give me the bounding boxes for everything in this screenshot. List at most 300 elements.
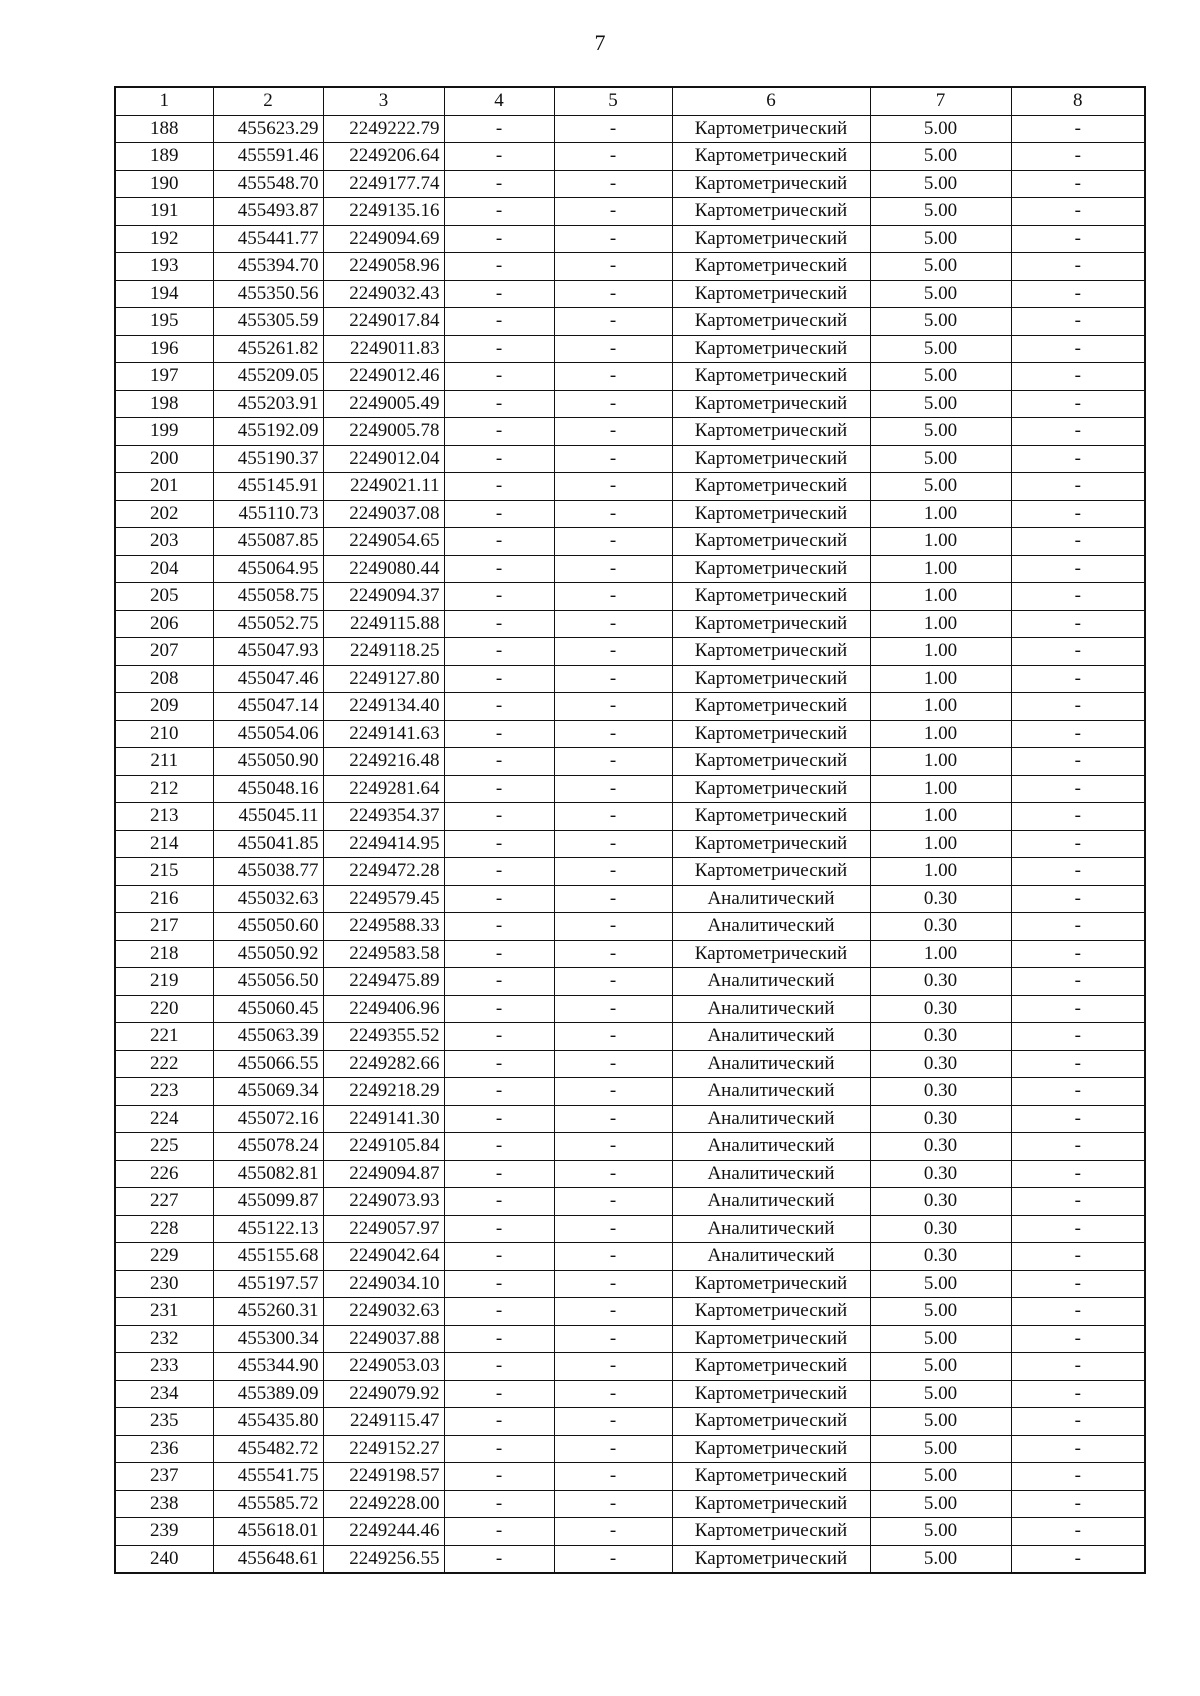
col-4-value-cell: - (444, 418, 554, 446)
x-coordinate-cell: 455192.09 (213, 418, 323, 446)
col-4-value-cell: - (444, 1243, 554, 1271)
method-cell: Картометрический (672, 555, 870, 583)
col-4-value-cell: - (444, 170, 554, 198)
point-number-cell: 211 (115, 748, 213, 776)
method-cell: Картометрический (672, 143, 870, 171)
method-cell: Картометрический (672, 720, 870, 748)
y-coordinate-cell: 2249475.89 (323, 968, 444, 996)
col-4-value-cell: - (444, 1545, 554, 1573)
col-8-value-cell: - (1011, 115, 1145, 143)
x-coordinate-cell: 455058.75 (213, 583, 323, 611)
col-4-value-cell: - (444, 1050, 554, 1078)
x-coordinate-cell: 455648.61 (213, 1545, 323, 1573)
table-row (115, 1545, 1145, 1573)
accuracy-cell: 5.00 (870, 1270, 1011, 1298)
col-4-value-cell: - (444, 1490, 554, 1518)
accuracy-cell: 1.00 (870, 500, 1011, 528)
accuracy-cell: 5.00 (870, 198, 1011, 226)
point-number-cell: 236 (115, 1435, 213, 1463)
col-4-value-cell: - (444, 1188, 554, 1216)
col-4-value-cell: - (444, 473, 554, 501)
accuracy-cell: 0.30 (870, 1215, 1011, 1243)
col-4-value-cell: - (444, 638, 554, 666)
col-8-value-cell: - (1011, 1160, 1145, 1188)
method-cell: Картометрический (672, 858, 870, 886)
col-5-value-cell: - (554, 1490, 672, 1518)
accuracy-cell: 5.00 (870, 445, 1011, 473)
accuracy-cell: 5.00 (870, 473, 1011, 501)
col-8-value-cell: - (1011, 1435, 1145, 1463)
x-coordinate-cell: 455047.14 (213, 693, 323, 721)
x-coordinate-cell: 455591.46 (213, 143, 323, 171)
col-5-value-cell: - (554, 1463, 672, 1491)
col-8-value-cell: - (1011, 363, 1145, 391)
table-row (115, 1353, 1145, 1381)
col-4-value-cell: - (444, 995, 554, 1023)
accuracy-cell: 5.00 (870, 335, 1011, 363)
point-number-cell: 228 (115, 1215, 213, 1243)
table-row (115, 1270, 1145, 1298)
col-5-value-cell: - (554, 995, 672, 1023)
method-cell: Аналитический (672, 1133, 870, 1161)
accuracy-cell: 5.00 (870, 280, 1011, 308)
y-coordinate-cell: 2249414.95 (323, 830, 444, 858)
y-coordinate-cell: 2249012.04 (323, 445, 444, 473)
col-8-value-cell: - (1011, 638, 1145, 666)
point-number-cell: 238 (115, 1490, 213, 1518)
col-4-value-cell: - (444, 1325, 554, 1353)
x-coordinate-cell: 455069.34 (213, 1078, 323, 1106)
accuracy-cell: 0.30 (870, 1050, 1011, 1078)
point-number-cell: 217 (115, 913, 213, 941)
method-cell: Аналитический (672, 1188, 870, 1216)
col-8-value-cell: - (1011, 143, 1145, 171)
x-coordinate-cell: 455155.68 (213, 1243, 323, 1271)
x-coordinate-cell: 455618.01 (213, 1518, 323, 1546)
method-cell: Картометрический (672, 1435, 870, 1463)
col-8-value-cell: - (1011, 720, 1145, 748)
col-4-value-cell: - (444, 665, 554, 693)
col-5-value-cell: - (554, 858, 672, 886)
point-number-cell: 201 (115, 473, 213, 501)
accuracy-cell: 5.00 (870, 1408, 1011, 1436)
table-row (115, 1325, 1145, 1353)
col-8-value-cell: - (1011, 1078, 1145, 1106)
y-coordinate-cell: 2249127.80 (323, 665, 444, 693)
x-coordinate-cell: 455050.60 (213, 913, 323, 941)
col-8-value-cell: - (1011, 198, 1145, 226)
col-4-value-cell: - (444, 1215, 554, 1243)
col-5-value-cell: - (554, 445, 672, 473)
col-5-value-cell: - (554, 528, 672, 556)
col-5-value-cell: - (554, 1435, 672, 1463)
accuracy-cell: 1.00 (870, 665, 1011, 693)
point-number-cell: 239 (115, 1518, 213, 1546)
col-4-value-cell: - (444, 913, 554, 941)
col-5-value-cell: - (554, 968, 672, 996)
point-number-cell: 212 (115, 775, 213, 803)
table-row (115, 253, 1145, 281)
point-number-cell: 216 (115, 885, 213, 913)
x-coordinate-cell: 455099.87 (213, 1188, 323, 1216)
table-row (115, 885, 1145, 913)
col-4-value-cell: - (444, 363, 554, 391)
x-coordinate-cell: 455072.16 (213, 1105, 323, 1133)
col-8-value-cell: - (1011, 528, 1145, 556)
col-4-value-cell: - (444, 775, 554, 803)
y-coordinate-cell: 2249282.66 (323, 1050, 444, 1078)
point-number-cell: 204 (115, 555, 213, 583)
x-coordinate-cell: 455190.37 (213, 445, 323, 473)
accuracy-cell: 0.30 (870, 1188, 1011, 1216)
col-4-value-cell: - (444, 1435, 554, 1463)
method-cell: Картометрический (672, 1463, 870, 1491)
col-4-value-cell: - (444, 610, 554, 638)
x-coordinate-cell: 455585.72 (213, 1490, 323, 1518)
point-number-cell: 213 (115, 803, 213, 831)
y-coordinate-cell: 2249228.00 (323, 1490, 444, 1518)
col-4-value-cell: - (444, 1353, 554, 1381)
point-number-cell: 224 (115, 1105, 213, 1133)
accuracy-cell: 0.30 (870, 968, 1011, 996)
col-8-value-cell: - (1011, 858, 1145, 886)
y-coordinate-cell: 2249094.69 (323, 225, 444, 253)
col-8-value-cell: - (1011, 225, 1145, 253)
col-5-value-cell: - (554, 1023, 672, 1051)
y-coordinate-cell: 2249206.64 (323, 143, 444, 171)
method-cell: Картометрический (672, 1518, 870, 1546)
col-5-value-cell: - (554, 830, 672, 858)
accuracy-cell: 1.00 (870, 775, 1011, 803)
col-4-value-cell: - (444, 1463, 554, 1491)
method-cell: Картометрический (672, 170, 870, 198)
x-coordinate-cell: 455300.34 (213, 1325, 323, 1353)
col-4-value-cell: - (444, 720, 554, 748)
y-coordinate-cell: 2249355.52 (323, 1023, 444, 1051)
method-cell: Картометрический (672, 638, 870, 666)
y-coordinate-cell: 2249152.27 (323, 1435, 444, 1463)
col-5-value-cell: - (554, 775, 672, 803)
col-4-value-cell: - (444, 830, 554, 858)
accuracy-cell: 0.30 (870, 1243, 1011, 1271)
y-coordinate-cell: 2249354.37 (323, 803, 444, 831)
x-coordinate-cell: 455032.63 (213, 885, 323, 913)
col-8-value-cell: - (1011, 1298, 1145, 1326)
table-row (115, 1518, 1145, 1546)
col-5-value-cell: - (554, 225, 672, 253)
method-cell: Картометрический (672, 500, 870, 528)
y-coordinate-cell: 2249141.30 (323, 1105, 444, 1133)
x-coordinate-cell: 455082.81 (213, 1160, 323, 1188)
method-cell: Картометрический (672, 418, 870, 446)
table-row (115, 1463, 1145, 1491)
table-row (115, 1023, 1145, 1051)
y-coordinate-cell: 2249118.25 (323, 638, 444, 666)
method-cell: Картометрический (672, 225, 870, 253)
y-coordinate-cell: 2249281.64 (323, 775, 444, 803)
table-row (115, 858, 1145, 886)
col-5-value-cell: - (554, 1078, 672, 1106)
method-cell: Картометрический (672, 610, 870, 638)
accuracy-cell: 1.00 (870, 803, 1011, 831)
x-coordinate-cell: 455344.90 (213, 1353, 323, 1381)
x-coordinate-cell: 455203.91 (213, 390, 323, 418)
col-4-value-cell: - (444, 1518, 554, 1546)
col-5-value-cell: - (554, 638, 672, 666)
table-row (115, 1160, 1145, 1188)
point-number-cell: 203 (115, 528, 213, 556)
y-coordinate-cell: 2249017.84 (323, 308, 444, 336)
page-number: 7 (594, 30, 606, 55)
col-4-value-cell: - (444, 748, 554, 776)
point-number-cell: 237 (115, 1463, 213, 1491)
table-row (115, 748, 1145, 776)
accuracy-cell: 5.00 (870, 1380, 1011, 1408)
method-cell: Картометрический (672, 803, 870, 831)
y-coordinate-cell: 2249012.46 (323, 363, 444, 391)
table-row (115, 1105, 1145, 1133)
point-number-cell: 223 (115, 1078, 213, 1106)
table-row (115, 1050, 1145, 1078)
point-number-cell: 206 (115, 610, 213, 638)
x-coordinate-cell: 455541.75 (213, 1463, 323, 1491)
point-number-cell: 198 (115, 390, 213, 418)
col-8-value-cell: - (1011, 253, 1145, 281)
table-row (115, 1188, 1145, 1216)
y-coordinate-cell: 2249588.33 (323, 913, 444, 941)
table-row (115, 473, 1145, 501)
x-coordinate-cell: 455261.82 (213, 335, 323, 363)
table-row (115, 720, 1145, 748)
y-coordinate-cell: 2249198.57 (323, 1463, 444, 1491)
x-coordinate-cell: 455623.29 (213, 115, 323, 143)
y-coordinate-cell: 2249021.11 (323, 473, 444, 501)
col-5-value-cell: - (554, 1545, 672, 1573)
y-coordinate-cell: 2249034.10 (323, 1270, 444, 1298)
x-coordinate-cell: 455441.77 (213, 225, 323, 253)
col-4-value-cell: - (444, 1408, 554, 1436)
table-row (115, 638, 1145, 666)
method-cell: Картометрический (672, 830, 870, 858)
y-coordinate-cell: 2249037.08 (323, 500, 444, 528)
x-coordinate-cell: 455047.46 (213, 665, 323, 693)
table-row (115, 1380, 1145, 1408)
accuracy-cell: 5.00 (870, 1353, 1011, 1381)
col-8-value-cell: - (1011, 1270, 1145, 1298)
point-number-cell: 197 (115, 363, 213, 391)
y-coordinate-cell: 2249135.16 (323, 198, 444, 226)
col-4-value-cell: - (444, 693, 554, 721)
point-number-cell: 222 (115, 1050, 213, 1078)
col-8-value-cell: - (1011, 390, 1145, 418)
table-row (115, 830, 1145, 858)
point-number-cell: 221 (115, 1023, 213, 1051)
point-number-cell: 193 (115, 253, 213, 281)
col-5-value-cell: - (554, 390, 672, 418)
table-row (115, 445, 1145, 473)
method-cell: Аналитический (672, 913, 870, 941)
col-8-value-cell: - (1011, 995, 1145, 1023)
method-cell: Картометрический (672, 363, 870, 391)
table-row (115, 803, 1145, 831)
table-header-row (115, 87, 1145, 115)
col-5-value-cell: - (554, 1133, 672, 1161)
col-5-value-cell: - (554, 1518, 672, 1546)
col-4-value-cell: - (444, 528, 554, 556)
accuracy-cell: 5.00 (870, 390, 1011, 418)
x-coordinate-cell: 455041.85 (213, 830, 323, 858)
col-5-value-cell: - (554, 748, 672, 776)
point-number-cell: 190 (115, 170, 213, 198)
point-number-cell: 225 (115, 1133, 213, 1161)
method-cell: Аналитический (672, 1215, 870, 1243)
col-8-value-cell: - (1011, 1023, 1145, 1051)
col-5-value-cell: - (554, 610, 672, 638)
x-coordinate-cell: 455063.39 (213, 1023, 323, 1051)
y-coordinate-cell: 2249094.37 (323, 583, 444, 611)
point-number-cell: 232 (115, 1325, 213, 1353)
y-coordinate-cell: 2249037.88 (323, 1325, 444, 1353)
method-cell: Аналитический (672, 995, 870, 1023)
x-coordinate-cell: 455050.92 (213, 940, 323, 968)
table-row (115, 995, 1145, 1023)
method-cell: Аналитический (672, 1078, 870, 1106)
method-cell: Картометрический (672, 665, 870, 693)
method-cell: Картометрический (672, 390, 870, 418)
x-coordinate-cell: 455435.80 (213, 1408, 323, 1436)
col-8-value-cell: - (1011, 1408, 1145, 1436)
table-row (115, 143, 1145, 171)
col-8-value-cell: - (1011, 885, 1145, 913)
point-number-cell: 240 (115, 1545, 213, 1573)
col-4-value-cell: - (444, 803, 554, 831)
column-header-8: 8 (1011, 87, 1145, 115)
method-cell: Картометрический (672, 693, 870, 721)
method-cell: Аналитический (672, 1105, 870, 1133)
col-4-value-cell: - (444, 1078, 554, 1106)
method-cell: Картометрический (672, 335, 870, 363)
col-8-value-cell: - (1011, 693, 1145, 721)
col-4-value-cell: - (444, 858, 554, 886)
col-5-value-cell: - (554, 198, 672, 226)
col-4-value-cell: - (444, 1160, 554, 1188)
col-4-value-cell: - (444, 1380, 554, 1408)
point-number-cell: 196 (115, 335, 213, 363)
col-5-value-cell: - (554, 143, 672, 171)
col-8-value-cell: - (1011, 940, 1145, 968)
accuracy-cell: 5.00 (870, 1325, 1011, 1353)
col-4-value-cell: - (444, 1270, 554, 1298)
point-number-cell: 192 (115, 225, 213, 253)
method-cell: Картометрический (672, 1380, 870, 1408)
method-cell: Картометрический (672, 253, 870, 281)
col-4-value-cell: - (444, 280, 554, 308)
accuracy-cell: 0.30 (870, 1023, 1011, 1051)
method-cell: Картометрический (672, 1490, 870, 1518)
table-row (115, 555, 1145, 583)
point-number-cell: 208 (115, 665, 213, 693)
accuracy-cell: 0.30 (870, 1160, 1011, 1188)
y-coordinate-cell: 2249115.88 (323, 610, 444, 638)
table-row (115, 1298, 1145, 1326)
x-coordinate-cell: 455493.87 (213, 198, 323, 226)
y-coordinate-cell: 2249094.87 (323, 1160, 444, 1188)
method-cell: Аналитический (672, 1243, 870, 1271)
method-cell: Картометрический (672, 775, 870, 803)
point-number-cell: 234 (115, 1380, 213, 1408)
accuracy-cell: 5.00 (870, 1435, 1011, 1463)
col-8-value-cell: - (1011, 1518, 1145, 1546)
accuracy-cell: 5.00 (870, 115, 1011, 143)
y-coordinate-cell: 2249579.45 (323, 885, 444, 913)
x-coordinate-cell: 455389.09 (213, 1380, 323, 1408)
coordinates-table (114, 86, 1146, 1574)
table-row (115, 1408, 1145, 1436)
col-5-value-cell: - (554, 1298, 672, 1326)
y-coordinate-cell: 2249216.48 (323, 748, 444, 776)
method-cell: Картометрический (672, 1270, 870, 1298)
x-coordinate-cell: 455050.90 (213, 748, 323, 776)
col-5-value-cell: - (554, 1188, 672, 1216)
table-row (115, 1435, 1145, 1463)
x-coordinate-cell: 455145.91 (213, 473, 323, 501)
table-row (115, 198, 1145, 226)
accuracy-cell: 1.00 (870, 693, 1011, 721)
x-coordinate-cell: 455350.56 (213, 280, 323, 308)
col-8-value-cell: - (1011, 555, 1145, 583)
method-cell: Картометрический (672, 198, 870, 226)
y-coordinate-cell: 2249177.74 (323, 170, 444, 198)
y-coordinate-cell: 2249079.92 (323, 1380, 444, 1408)
table-row (115, 583, 1145, 611)
column-header-1: 1 (115, 87, 213, 115)
y-coordinate-cell: 2249073.93 (323, 1188, 444, 1216)
col-5-value-cell: - (554, 1050, 672, 1078)
col-5-value-cell: - (554, 1215, 672, 1243)
y-coordinate-cell: 2249032.63 (323, 1298, 444, 1326)
point-number-cell: 194 (115, 280, 213, 308)
accuracy-cell: 1.00 (870, 940, 1011, 968)
table-row (115, 225, 1145, 253)
col-5-value-cell: - (554, 170, 672, 198)
x-coordinate-cell: 455052.75 (213, 610, 323, 638)
x-coordinate-cell: 455045.11 (213, 803, 323, 831)
table-row (115, 528, 1145, 556)
col-8-value-cell: - (1011, 913, 1145, 941)
table-row (115, 665, 1145, 693)
col-5-value-cell: - (554, 115, 672, 143)
y-coordinate-cell: 2249058.96 (323, 253, 444, 281)
col-8-value-cell: - (1011, 418, 1145, 446)
accuracy-cell: 1.00 (870, 830, 1011, 858)
table-row (115, 1243, 1145, 1271)
col-4-value-cell: - (444, 390, 554, 418)
method-cell: Картометрический (672, 1545, 870, 1573)
point-number-cell: 227 (115, 1188, 213, 1216)
col-8-value-cell: - (1011, 830, 1145, 858)
col-8-value-cell: - (1011, 775, 1145, 803)
method-cell: Аналитический (672, 1050, 870, 1078)
point-number-cell: 229 (115, 1243, 213, 1271)
col-8-value-cell: - (1011, 1105, 1145, 1133)
method-cell: Картометрический (672, 115, 870, 143)
y-coordinate-cell: 2249005.49 (323, 390, 444, 418)
table-row (115, 913, 1145, 941)
method-cell: Картометрический (672, 528, 870, 556)
col-8-value-cell: - (1011, 1133, 1145, 1161)
y-coordinate-cell: 2249042.64 (323, 1243, 444, 1271)
column-header-2: 2 (213, 87, 323, 115)
